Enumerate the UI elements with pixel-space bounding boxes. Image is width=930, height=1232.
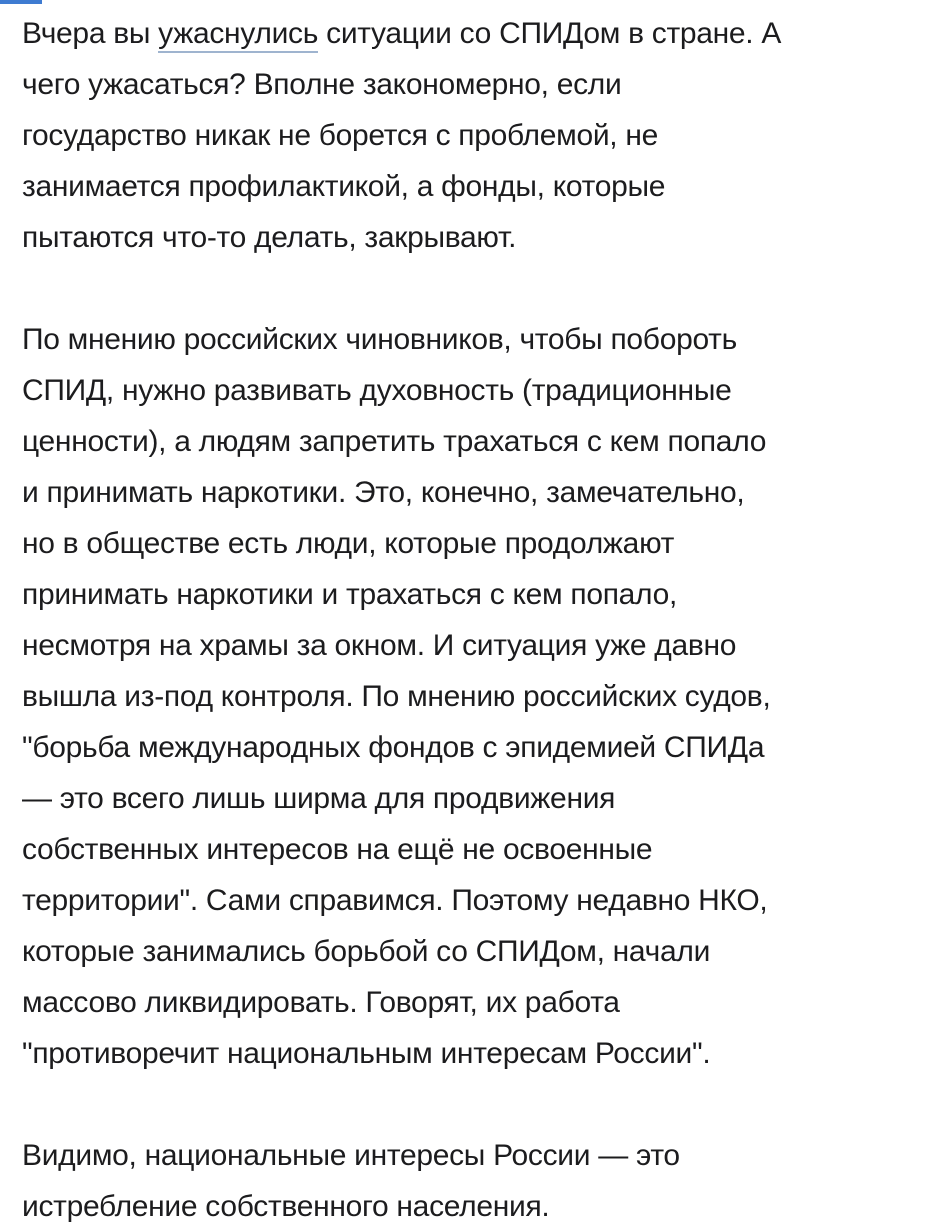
text-line: которые занимались борьбой со СПИДом, начали: [22, 935, 711, 968]
text-line: и принимать наркотики. Это, конечно, замечательно,: [22, 476, 745, 509]
top-accent-bar: [0, 0, 42, 4]
text-line: — это всего лишь ширма для продвижения: [22, 782, 616, 815]
text-line: принимать наркотики и трахаться с кем попало,: [22, 578, 678, 611]
text-line: но в обществе есть люди, которые продолжают: [22, 527, 675, 560]
text-line: СПИД, нужно развивать духовность (традиционные: [22, 374, 732, 407]
text-line: Вчера вы ужаснулись ситуации со СПИДом в стране. А: [22, 8, 922, 59]
text-line: "противоречит национальным интересам России".: [22, 1037, 711, 1070]
text-line: ценности), а людям запретить трахаться с кем попало: [22, 425, 767, 458]
text-line: несмотря на храмы за окном. И ситуация уже давно: [22, 629, 737, 662]
text-line: государство никак не борется с проблемой, не: [22, 119, 659, 152]
text-line: истребление собственного населения.: [22, 1190, 550, 1223]
text-line: территории". Сами справимся. Поэтому недавно НКО,: [22, 884, 768, 917]
horrified-link[interactable]: ужаснулись: [158, 17, 318, 53]
text-line: "борьба международных фондов с эпидемией СПИДа: [22, 731, 765, 764]
paragraph-1: [22, 8, 922, 263]
text-line: массово ликвидировать. Говорят, их работа: [22, 986, 620, 1019]
text-line: пытаются что-то делать, закрывают.: [22, 221, 517, 254]
text-line: занимается профилактикой, а фонды, которые: [22, 170, 666, 203]
text-line: По мнению российских чиновников, чтобы побороть: [22, 323, 737, 356]
text-line: вышла из-под контроля. По мнению российских судов,: [22, 680, 771, 713]
paragraph-2: [22, 314, 922, 1079]
post-body: [22, 8, 922, 1232]
paragraph-3: [22, 1130, 922, 1232]
text-line: собственных интересов на ещё не освоенные: [22, 833, 653, 866]
text-line: чего ужасаться? Вполне закономерно, если: [22, 68, 622, 101]
text-line: Видимо, национальные интересы России — это: [22, 1139, 680, 1172]
